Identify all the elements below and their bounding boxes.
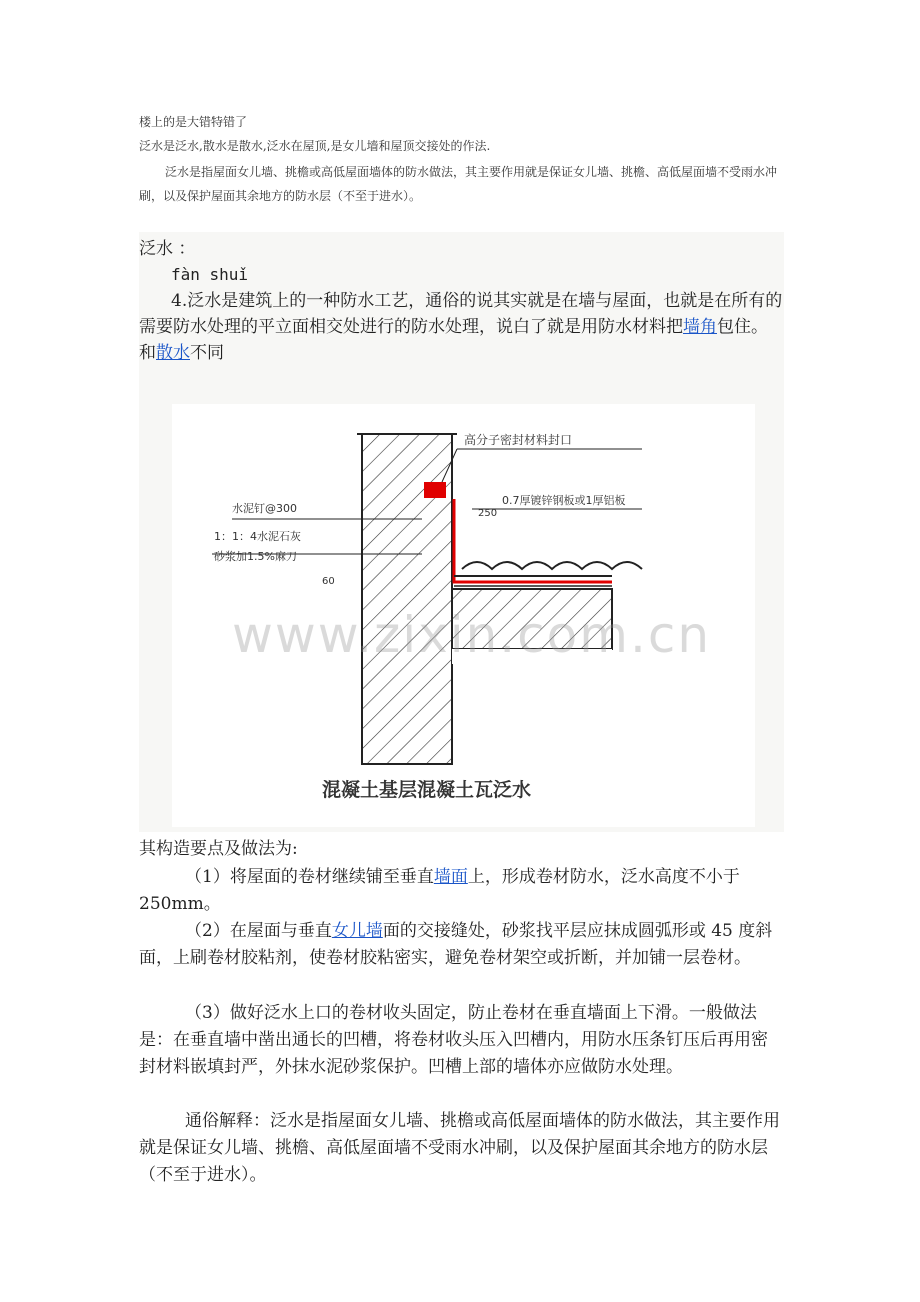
term-definition bbox=[139, 288, 784, 366]
intro-line-3: 泛水是指屋面女儿墙、挑檐或高低屋面墙体的防水做法，其主要作用就是保证女儿墙、挑檐、高低屋面墙不受雨水冲刷，以及保护屋面其余地方的防水层（不至于进水）。 bbox=[139, 165, 778, 203]
roof-tiles bbox=[462, 562, 642, 569]
plain-explanation: 通俗解释：泛水是指屋面女儿墙、挑檐或高低屋面墙体的防水做法，其主要作用就是保证女儿墙、挑檐、高低屋面墙不受雨水冲刷，以及保护屋面其余地方的防水层（不至于进水）。 bbox=[139, 1111, 780, 1185]
label-mortar-2: 砂浆加1.5%麻刀 bbox=[214, 550, 297, 563]
definition-text: 包住。 和 bbox=[139, 317, 777, 363]
link-parapet[interactable]: 女儿墙 bbox=[331, 921, 383, 941]
label-flashing-plate: 0.7厚镀锌钢板或1厚铝板 bbox=[502, 494, 626, 507]
point-text: （2）在屋面与垂直 bbox=[185, 921, 332, 941]
figure-caption: 混凝土基层混凝土瓦泛水 bbox=[322, 779, 532, 801]
definition-text: 不同 bbox=[190, 343, 224, 363]
watermark: www.zixin.com.cn bbox=[232, 606, 712, 664]
definition-text: 4.泛水是建筑上的一种防水工艺，通俗的说其实就是在墙与屋面，也就是在所有的需要防水处理的平立面相交处进行的防水处理，说白了就是用防水材料把 bbox=[139, 291, 783, 337]
label-sealant: 高分子密封材料封口 bbox=[464, 433, 573, 447]
point-text: 上，形成卷材防水，泛水高度不小于 250mm。 bbox=[139, 867, 740, 914]
point-text: 面的交接缝处，砂浆找平层应抹成圆弧形或 45 度斜面，上刷卷材胶粘剂，使卷材胶粘密实，避免卷材架空或折断，并加铺一层卷材。 bbox=[139, 921, 773, 968]
term-pinyin: fàn shuǐ bbox=[171, 265, 249, 284]
point-text: （1）将屋面的卷材继续铺至垂直 bbox=[185, 867, 434, 887]
point-2 bbox=[139, 918, 784, 972]
section-heading: 其构造要点及做法为: bbox=[139, 839, 298, 859]
point-1 bbox=[139, 864, 784, 918]
label-nail: 水泥钉@300 bbox=[232, 502, 297, 515]
label-mortar-1: 1：1：4水泥石灰 bbox=[214, 530, 301, 543]
sealant-marker bbox=[424, 482, 446, 498]
intro-line-1: 楼上的是大错特错了 bbox=[139, 115, 248, 129]
point-3: （3）做好泛水上口的卷材收头固定，防止卷材在垂直墙面上下滑。一般做法是：在垂直墙中凿出通长的凹槽，将卷材收头压入凹槽内，用防水压条钉压后再用密封材料嵌填封严，外抹水泥砂浆保护。凹槽上部的墙体亦应做防水处理。 bbox=[139, 1003, 768, 1077]
link-wall-corner[interactable]: 墙角 bbox=[683, 317, 717, 337]
link-apron[interactable]: 散水 bbox=[156, 343, 190, 363]
dimension-250: 250 bbox=[478, 508, 498, 519]
term-title: 泛水 ： bbox=[139, 239, 196, 259]
intro-line-2: 泛水是泛水,散水是散水,泛水在屋顶,是女儿墙和屋顶交接处的作法. bbox=[139, 139, 491, 153]
dimension-60: 60 bbox=[322, 576, 335, 587]
link-wall-surface[interactable]: 墙面 bbox=[433, 867, 468, 887]
